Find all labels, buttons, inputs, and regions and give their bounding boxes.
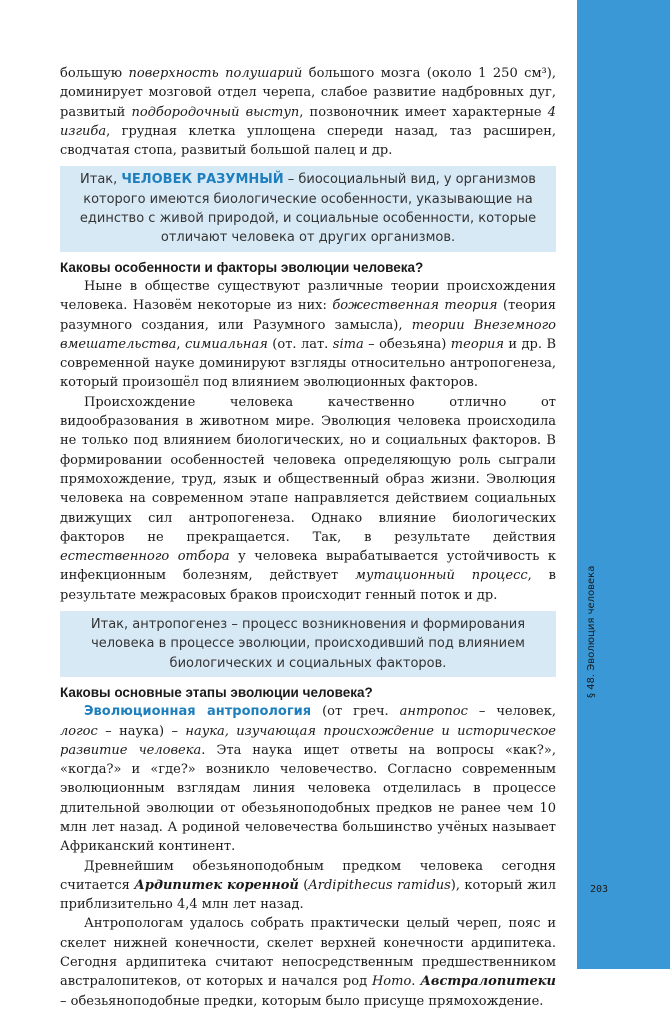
term-evolutionary-anthropology: Эволюционная антропология	[84, 704, 312, 720]
heading-evolution-factors: Каковы особенности и факторы эволюции человека?	[60, 259, 424, 275]
section-label: § 48. Эволюция человека	[586, 565, 597, 698]
summary-box-homo-sapiens: Итак, ЧЕЛОВЕК РАЗУМНЫЙ – биосоциальный вид, у организмов которого имеются биологические особенности, указывающие на единство с живой природой, и социальные особенности, которые отличают человека от других организмов.	[60, 166, 556, 251]
paragraph-skull: Антропологам удалось собрать практически целый череп, пояс и скелет нижней конечности, скелет верхней конечности ардипитека. Сегодня ардипитека считают непосредственным предшественником австралопитеков, от которых и начался род Homo. Австралопитеки – обезьяноподобные предки, которым было присуще прямохождение.	[60, 916, 557, 1009]
page-content	[60, 64, 556, 1011]
page-number: 203	[589, 884, 609, 895]
paragraph-origin: Происхождение человека качественно отлично от видообразования в животном мире. Эволюция человека происходила не только под влиянием биологических, но и социальных факторов. В формировании особенностей человека определяющую роль сыграли прямохождение, труд, язык и общественный образ жизни. Эволюция человека на современном этапе направляется действием социальных движущих сил антропогенеза. Однако влияние биологических факторов не прекращается. Так, в результате действия естественного отбора у человека вырабатывается устойчивость к инфекционным болезням, действует мутационный процесс, в результате межрасовых браков происходит генный поток и др.	[60, 394, 556, 603]
summary-box-anthropogenesis: Итак, антропогенез – процесс возникновения и формирования человека в процессе эволюции, происходивший под влиянием биологических и социальных факторов.	[60, 611, 556, 677]
paragraph-anthropology: Эволюционная антропология (от греч. антропос – человек, логос – наука) – наука, изучающая происхождение и историческое развитие человека. Эта наука ищет ответы на вопросы «как?», «когда?» и «где?» возникло человечество. Согласно современным эволюционным взглядам линия человека отделилась в процессе длительной эволюции от обезьяноподобных предков не ранее чем 10 млн лет назад. А родиной человечества большинство учёных называет Африканский континент.	[60, 704, 556, 855]
paragraph-theories: Ныне в обществе существуют различные теории происхождения человека. Назовём некоторые из них: божественная теория (теория разумного создания, или Разумного замысла), теории Внеземного вмешательства, симиальная (от. лат. sima – обезьяна) теория и др. В современной науке доминируют взгляды относительно антропогенеза, который произошёл под влиянием эволюционных факторов.	[60, 278, 557, 391]
term-homo-sapiens: ЧЕЛОВЕК РАЗУМНЫЙ	[121, 172, 284, 188]
paragraph-intro: большую поверхность полушарий большого мозга (около 1 250 см³), доминирует мозговой отдел черепа, слабое развитие надбровных дуг, развитый подбородочный выступ, позвоночник имеет характерные 4 изгиба, грудная клетка уплощена спереди назад, таз расширен, сводчатая стопа, развитый большой палец и др.	[60, 66, 556, 159]
heading-evolution-stages: Каковы основные этапы эволюции человека?	[60, 684, 373, 700]
paragraph-ardipithecus: Древнейшим обезьяноподобным предком человека сегодня считается Ардипитек коренной (Ardipithecus ramidus), который жил приблизительно 4,4 млн лет назад.	[60, 858, 556, 913]
